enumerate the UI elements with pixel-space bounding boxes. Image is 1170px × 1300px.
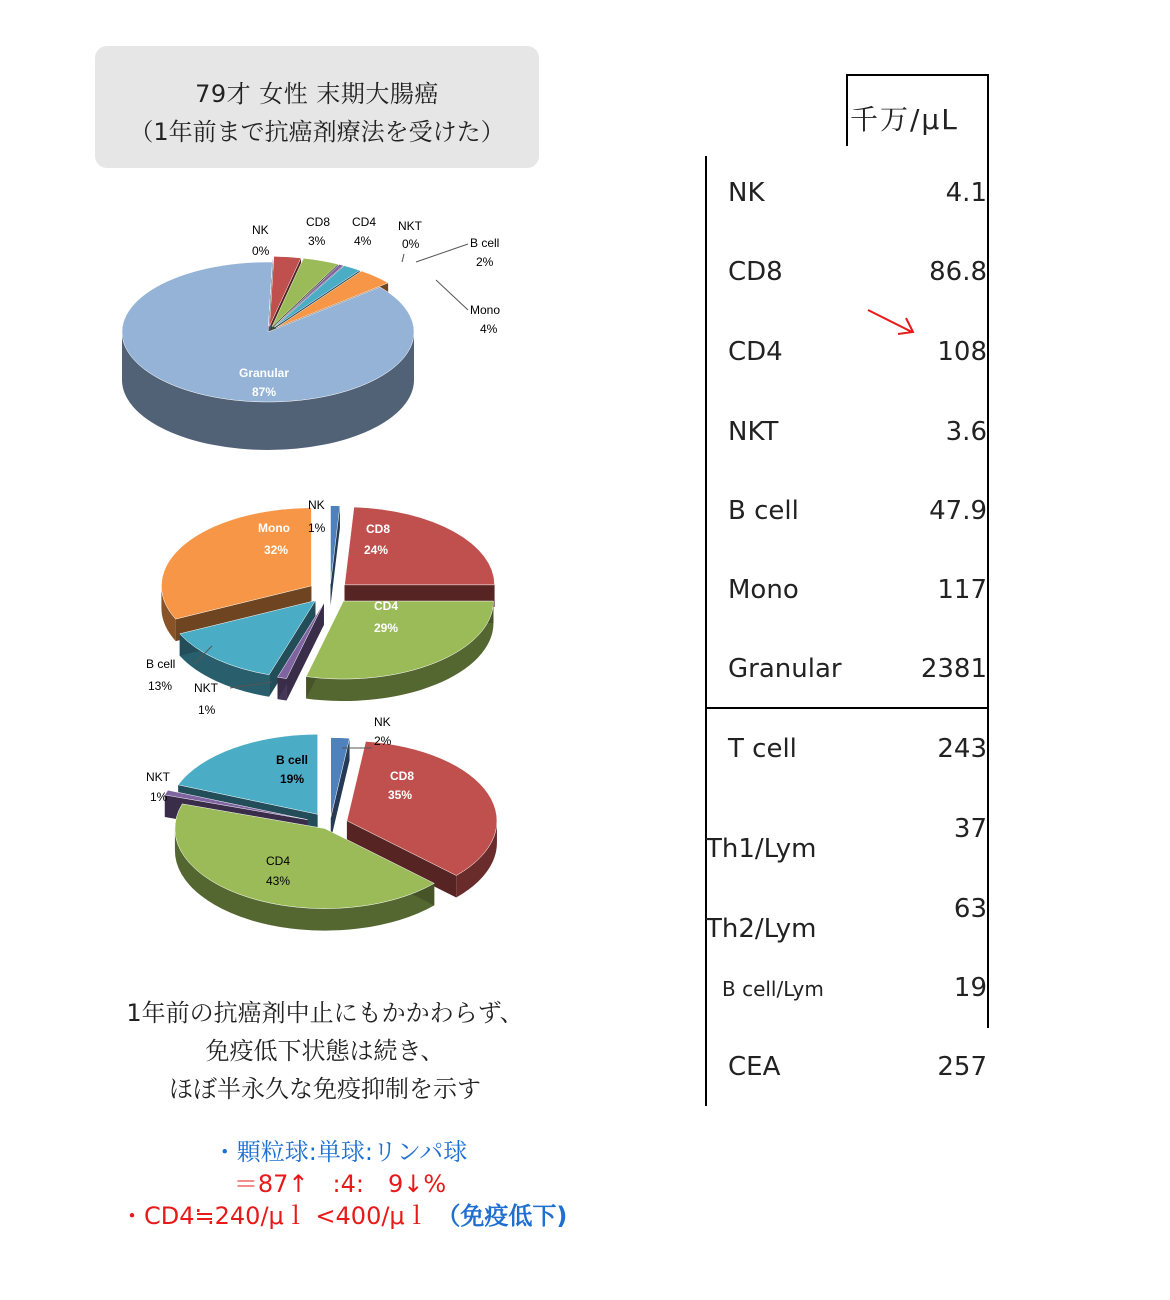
pie3-label-bcell: B cell [276,753,309,767]
pie3-pct-bcell: 19% [280,772,305,786]
pie1-leader-lines [402,244,468,310]
pie-chart-2 [120,496,520,721]
row-label-th1: Th1/Lym [706,834,817,864]
svg-text:CD4 [352,215,376,229]
note-line-1: 1年前の抗癌剤中止にもかかわらず、 [126,999,524,1027]
pie2-pct-nkt: 1% [198,703,216,717]
svg-text:B cell [146,657,175,671]
row-value-th1: 37 [953,814,987,844]
pie3-label-cd8: CD8 [390,769,415,783]
row-value-cea: 257 [937,1052,987,1082]
svg-text:4% [480,322,498,336]
pie1-pct-cd8: 3% [308,234,326,248]
row-value-nkt: 3.6 [945,417,987,447]
pie1-label-cd8: CD8 [306,215,331,229]
pie1-pct-bcell: 2% [476,255,494,269]
table-left-border [705,156,707,1106]
pie2-label-cd8: CD8 [366,522,391,536]
svg-text:4% [354,234,372,248]
title-line-2: （1年前まで抗癌剤療法を受けた） [129,118,505,146]
summary-line-3 [120,1200,568,1232]
pie-chart-3 [120,714,520,944]
row-value-bcell: 47.9 [929,496,987,526]
svg-text:0% [402,237,420,251]
pie1-pct-mono: 4% [480,322,498,336]
title-box [95,46,539,168]
svg-text:CD8 [366,522,390,536]
pie2-label-bcell: B cell [146,657,176,671]
immune-low-text: （免疫低下) [436,1202,568,1230]
svg-text:NK [252,223,269,237]
pie1-pct-granular: 87% [251,385,277,399]
svg-text:24% [364,543,388,557]
pie3-pct-cd4: 43% [265,874,291,888]
ratio-summary [120,1136,568,1232]
svg-text:NKT [146,770,171,784]
row-value-nk: 4.1 [945,178,987,208]
pie2-pct-nk: 1% [308,521,326,535]
pie-chart-1 [120,200,520,465]
pie3-pct-cd8: 35% [388,788,413,802]
table-divider [705,707,989,709]
pie1-label-nk: NK [252,223,269,237]
svg-text:2% [374,734,392,748]
svg-text:32% [264,543,288,557]
svg-text:NKT [398,219,423,233]
pie-slice-nk [331,738,350,818]
svg-text:1% [150,790,168,804]
pie1-pct-nkt: 0% [402,237,420,251]
pie2-pct-cd4: 29% [373,621,399,635]
summary-line-1: ・顆粒球:単球:リンパ球 [212,1138,468,1166]
row-value-th2: 63 [953,894,987,924]
svg-text:NK [374,715,391,729]
svg-text:NK [308,498,325,512]
svg-text:Granular [239,366,289,380]
pie1-label-nkt: NKT [398,219,422,233]
svg-text:B cell [276,753,308,767]
row-value-mono: 117 [937,575,987,605]
pie3-label-nk: NK [374,715,391,729]
pie3-pct-nk: 2% [374,734,392,748]
svg-text:Mono [470,303,500,317]
summary-line-2: ＝87↑ :4: 9↓% [233,1170,447,1198]
table-unit-top-border [848,74,988,76]
svg-text:Mono [258,521,290,535]
pie2-pct-bcell: 13% [148,679,173,693]
row-label-cea: CEA [728,1052,781,1082]
svg-text:87% [252,385,276,399]
svg-text:NKT [194,681,219,695]
pie1-label-bcell: B cell [470,236,500,250]
svg-text:CD8 [390,769,414,783]
row-label-granular: Granular [728,654,842,684]
svg-text:1% [308,521,326,535]
pie3-label-nkt: NKT [146,770,170,784]
row-label-tcell: T cell [728,734,797,764]
row-label-cd4: CD4 [728,337,783,367]
row-label-bcell: B cell [728,496,799,526]
table-unit-left-border [846,74,848,146]
pie1-pct-cd4: 4% [354,234,372,248]
note-line-3: ほぼ半永久な免疫抑制を示す [169,1075,481,1103]
svg-text:13% [148,679,172,693]
svg-text:3% [308,234,326,248]
arrow-annotation-icon [864,304,924,340]
pie1-label-granular: Granular [238,366,290,380]
svg-text:2% [476,255,494,269]
svg-text:B cell [470,236,499,250]
row-value-granular: 2381 [920,654,987,684]
table-right-border [987,74,989,1028]
pie1-pct-nk: 0% [252,244,270,258]
cd4-threshold-text: ・CD4≒240/μｌ <400/μｌ [120,1202,429,1230]
row-label-mono: Mono [728,575,799,605]
svg-text:CD4 [374,599,398,613]
pie-slice-nk [331,506,340,584]
note-line-2: 免疫低下状態は続き、 [205,1037,445,1065]
pie2-label-nk: NK [308,498,325,512]
title-line-1: 79才 女性 末期大腸癌 [195,80,439,108]
row-label-cd8: CD8 [728,257,783,287]
pie2-label-mono: Mono [258,521,290,535]
row-label-nk: NK [728,178,765,208]
svg-text:35% [388,788,412,802]
svg-text:CD4 [266,854,290,868]
pie2-pct-cd8: 24% [364,543,389,557]
row-label-th2: Th2/Lym [706,914,817,944]
pie2-label-nkt: NKT [194,681,218,695]
row-label-bcell-lym: B cell/Lym [722,977,824,1001]
pie2-label-cd4: CD4 [373,599,399,613]
pie1-label-mono: Mono [470,303,501,317]
conclusion-note [95,994,555,1108]
table-unit: 千万/μL [850,103,959,136]
pie1-label-cd4: CD4 [352,215,377,229]
svg-text:0% [252,244,270,258]
pie3-label-cd4: CD4 [265,854,291,868]
row-value-bcell-lym: 19 [953,973,987,1003]
svg-text:CD8 [306,215,330,229]
row-value-tcell: 243 [937,734,987,764]
svg-text:43% [266,874,290,888]
row-value-cd4: 108 [937,337,987,367]
svg-text:29% [374,621,398,635]
row-label-nkt: NKT [728,417,779,447]
pie2-pct-mono: 32% [264,543,289,557]
svg-text:19% [280,772,304,786]
pie3-pct-nkt: 1% [150,790,168,804]
row-value-cd8: 86.8 [929,257,987,287]
